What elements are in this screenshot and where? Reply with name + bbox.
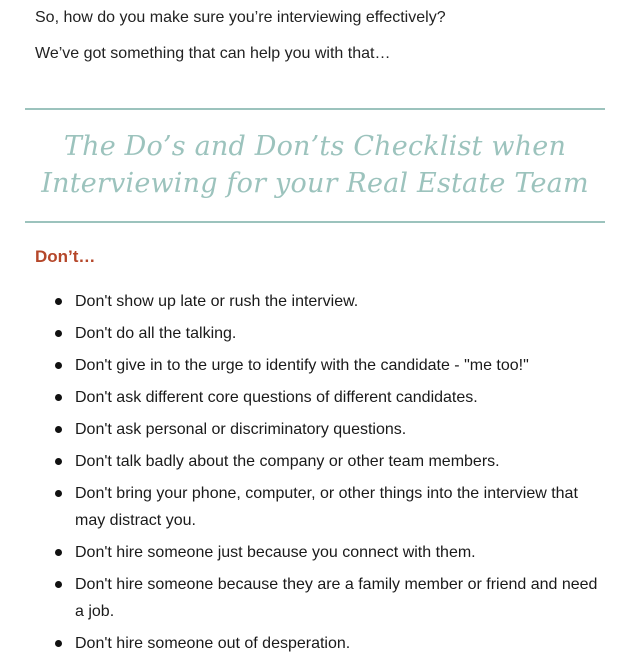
dont-list (75, 288, 605, 662)
list-item: Don't give in to the urge to identify with the candidate - "me too!" (75, 352, 605, 379)
intro-question: So, how do you make sure you’re interviewing effectively? (35, 9, 446, 26)
checklist-title-line-1: The Do’s and Don’ts Checklist when (63, 131, 567, 162)
banner-bottom-divider (25, 221, 605, 223)
list-item: Don't bring your phone, computer, or other things into the interview that may distract you. (75, 480, 605, 534)
list-item: Don't talk badly about the company or other team members. (75, 448, 605, 475)
list-item: Don't hire someone because they are a family member or friend and need a job. (75, 571, 605, 625)
checklist-title-line-2: Interviewing for your Real Estate Team (41, 168, 589, 199)
banner-top-divider (25, 108, 605, 110)
list-item: Don't do all the talking. (75, 320, 605, 347)
list-item: Don't ask personal or discriminatory questions. (75, 416, 605, 443)
checklist-title (25, 128, 605, 202)
intro-lead-in: We’ve got something that can help you with that… (35, 45, 391, 62)
dont-section-heading: Don’t… (35, 247, 96, 266)
list-item: Don't ask different core questions of different candidates. (75, 384, 605, 411)
list-item: Don't show up late or rush the interview. (75, 288, 605, 315)
list-item: Don't hire someone out of desperation. (75, 630, 605, 657)
list-item: Don't hire someone just because you connect with them. (75, 539, 605, 566)
